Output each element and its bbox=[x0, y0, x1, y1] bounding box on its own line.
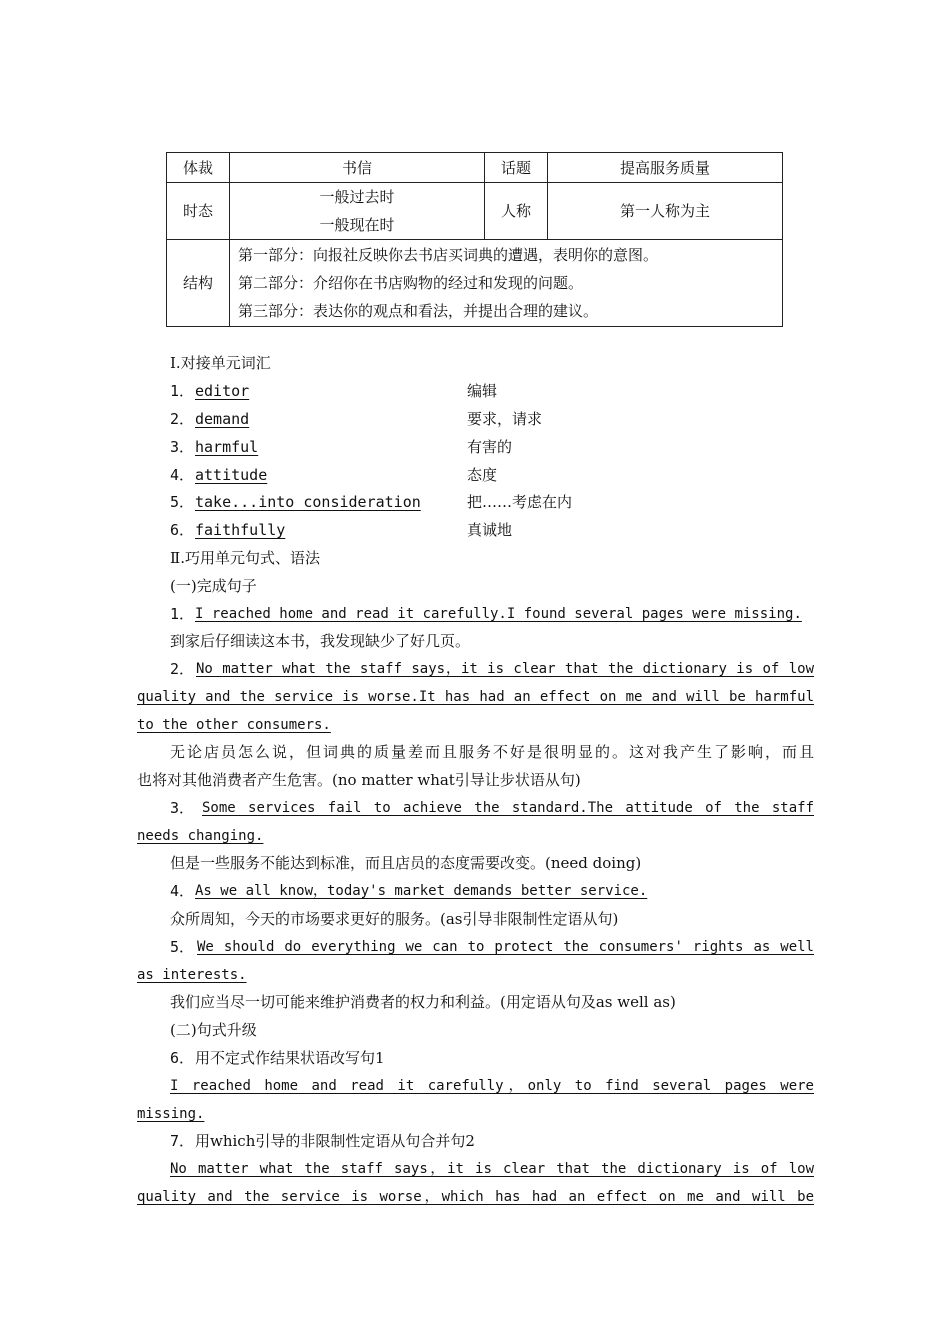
translation-line: 到家后仔细读这本书，我发现缺少了好几页。 bbox=[170, 632, 471, 650]
translation-line: 但是一些服务不能达到标准，而且店员的态度需要改变。(need doing) bbox=[170, 854, 642, 872]
cell-tense-label: 时态 bbox=[167, 183, 230, 240]
info-table bbox=[166, 152, 783, 327]
cell-genre-value: 书信 bbox=[230, 153, 485, 183]
subsection-1-title: (一)完成句子 bbox=[170, 577, 257, 595]
vocab-meaning: 有害的 bbox=[467, 438, 513, 456]
answer-line: to the other consumers. bbox=[137, 717, 331, 733]
answer-line: I reached home and read it carefully，only to find several pages were bbox=[170, 1078, 814, 1094]
cell-structure-label: 结构 bbox=[167, 240, 230, 327]
answer-line: needs changing. bbox=[137, 828, 264, 844]
answer-line: No matter what the staff says，it is clear that the dictionary is of low bbox=[170, 1161, 814, 1177]
vocab-answer: faithfully bbox=[195, 521, 286, 539]
subsection-2-title: (二)句式升级 bbox=[170, 1021, 257, 1039]
vocab-answer: demand bbox=[195, 410, 250, 428]
cell-tense-value bbox=[230, 183, 485, 240]
question-number: 4． bbox=[170, 882, 195, 900]
table-row bbox=[167, 240, 783, 327]
cell-topic-label: 话题 bbox=[485, 153, 548, 183]
translation-line: 无论店员怎么说，但词典的质量差而且服务不好是很明显的。这对我产生了影响，而且 bbox=[170, 743, 814, 761]
vocab-meaning: 编辑 bbox=[467, 382, 498, 400]
tense-past: 一般过去时 bbox=[319, 188, 395, 206]
answer-line: I reached home and read it carefully.I found several pages were missing. bbox=[195, 606, 802, 622]
question-number: 5． bbox=[170, 938, 195, 956]
cell-person-label: 人称 bbox=[485, 183, 548, 240]
vocab-number: 1． bbox=[170, 382, 195, 400]
question-number: 6． bbox=[170, 1049, 195, 1067]
translation-line: 也将对其他消费者产生危害。(no matter what引导让步状语从句) bbox=[137, 771, 581, 789]
tense-present: 一般现在时 bbox=[319, 216, 395, 234]
question-prompt: 用which引导的非限制性定语从句合并句2 bbox=[195, 1132, 475, 1150]
vocab-number: 4． bbox=[170, 466, 195, 484]
structure-part-1: 第一部分：向报社反映你去书店买词典的遭遇，表明你的意图。 bbox=[238, 246, 659, 264]
answer-line: as interests. bbox=[137, 967, 247, 983]
vocab-meaning: 把……考虑在内 bbox=[467, 493, 573, 511]
table-row bbox=[167, 183, 783, 240]
vocab-number: 5． bbox=[170, 493, 195, 511]
vocab-meaning: 要求，请求 bbox=[467, 410, 543, 428]
translation-line: 我们应当尽一切可能来维护消费者的权力和利益。(用定语从句及as well as) bbox=[170, 993, 676, 1011]
question-number: 1． bbox=[170, 605, 195, 623]
vocab-answer: take...into consideration bbox=[195, 493, 421, 511]
vocab-number: 3． bbox=[170, 438, 195, 456]
translation-line: 众所周知，今天的市场要求更好的服务。(as引导非限制性定语从句) bbox=[170, 910, 619, 928]
answer-line: We should do everything we can to protect the consumers' rights as well bbox=[197, 939, 814, 955]
question-prompt: 用不定式作结果状语改写句1 bbox=[195, 1049, 385, 1067]
vocab-answer: editor bbox=[195, 382, 250, 400]
answer-line: No matter what the staff says，it is clear that the dictionary is of low bbox=[196, 661, 814, 677]
cell-genre-label: 体裁 bbox=[167, 153, 230, 183]
vocab-meaning: 真诚地 bbox=[467, 521, 513, 539]
answer-line: As we all know，today's market demands better service. bbox=[195, 883, 648, 899]
cell-topic-value: 提高服务质量 bbox=[548, 153, 783, 183]
structure-part-2: 第二部分：介绍你在书店购物的经过和发现的问题。 bbox=[238, 274, 584, 292]
vocab-answer: harmful bbox=[195, 438, 259, 456]
section-2-title: Ⅱ.巧用单元句式、语法 bbox=[170, 549, 320, 567]
answer-line: Some services fail to achieve the standard.The attitude of the staff bbox=[202, 800, 814, 816]
cell-structure-value bbox=[230, 240, 783, 327]
cell-person-value: 第一人称为主 bbox=[548, 183, 783, 240]
answer-line: quality and the service is worse，which has had an effect on me and will be bbox=[137, 1189, 814, 1205]
vocab-meaning: 态度 bbox=[467, 466, 498, 484]
table-row bbox=[167, 153, 783, 183]
vocab-number: 6． bbox=[170, 521, 195, 539]
vocab-number: 2． bbox=[170, 410, 195, 428]
question-number: 3． bbox=[170, 799, 195, 817]
structure-part-3: 第三部分：表达你的观点和看法，并提出合理的建议。 bbox=[238, 302, 599, 320]
question-number: 7． bbox=[170, 1132, 195, 1150]
question-number: 2． bbox=[170, 660, 195, 678]
section-1-title: Ⅰ.对接单元词汇 bbox=[170, 354, 271, 372]
answer-line: quality and the service is worse.It has had an effect on me and will be harmful bbox=[137, 689, 814, 705]
answer-line: missing. bbox=[137, 1106, 205, 1122]
vocab-answer: attitude bbox=[195, 466, 268, 484]
